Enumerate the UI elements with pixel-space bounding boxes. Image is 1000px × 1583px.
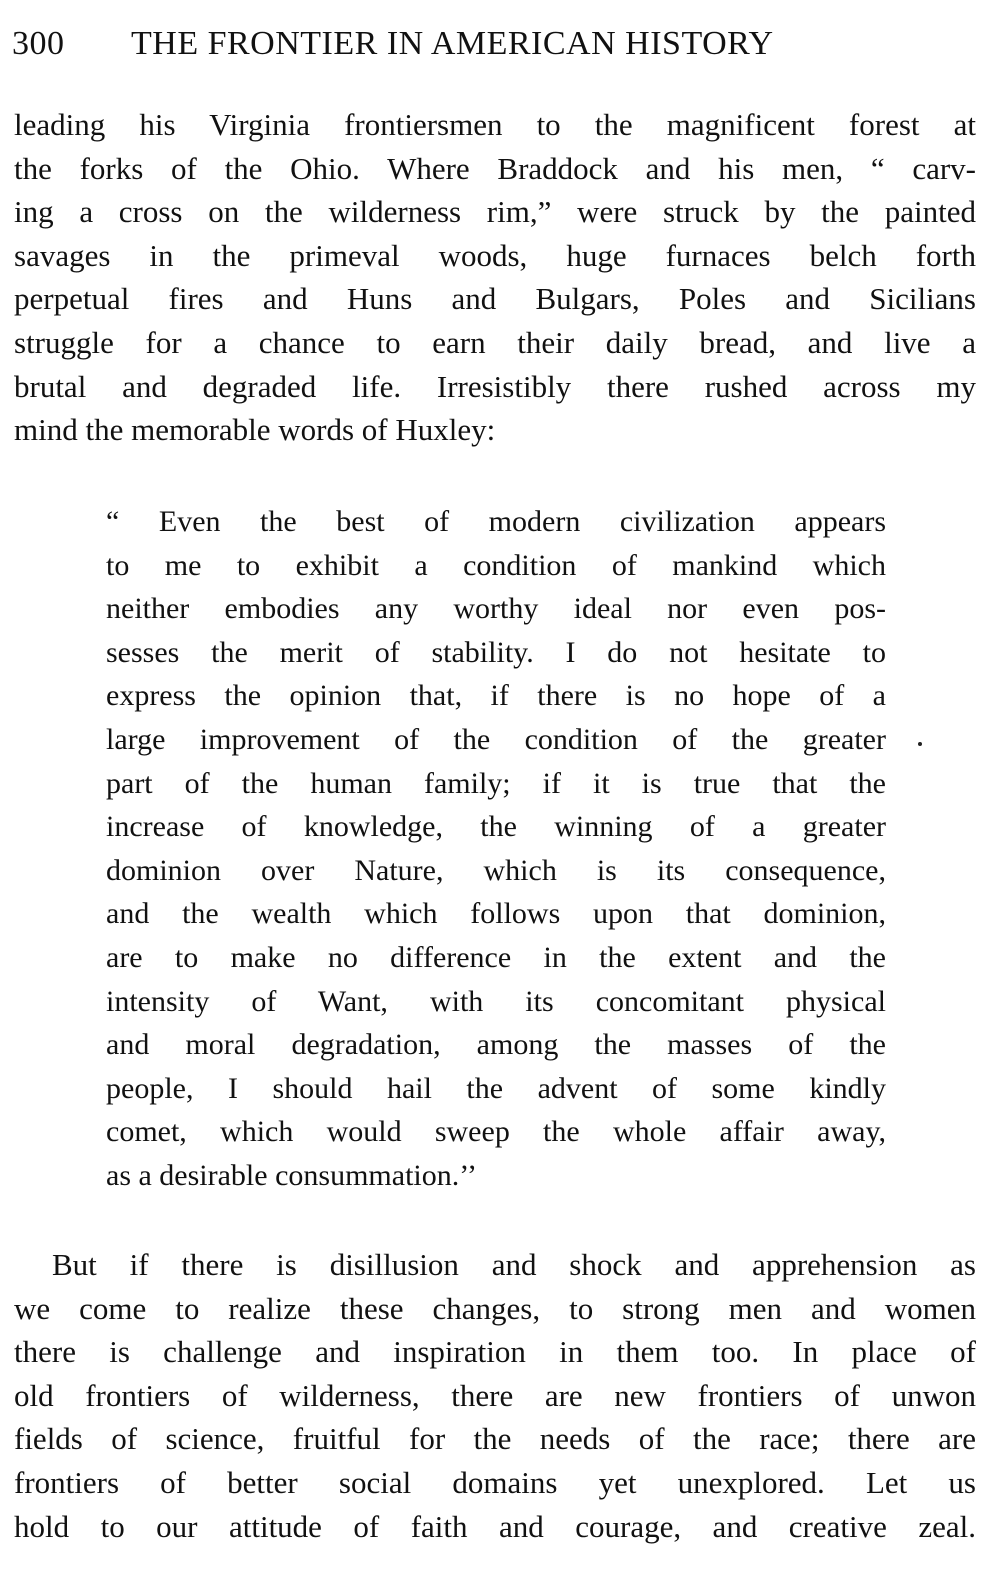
quote-line: sesses the merit of stability. I do not hesitate to [106, 635, 886, 669]
quote-line: intensity of Want, with its concomitant physical [106, 984, 886, 1018]
quote-line: and moral degradation, among the masses of the [106, 1028, 886, 1062]
text-line: mind the memorable words of Huxley: [14, 412, 496, 448]
quote-line: people, I should hail the advent of some kindly [106, 1071, 886, 1105]
quote-line: dominion over Nature, which is its consequence, [106, 853, 886, 887]
quote-line: to me to exhibit a condition of mankind which [106, 548, 886, 582]
paragraph-conclusion [14, 1243, 976, 1548]
text-line: savages in the primeval woods, huge furnaces belch forth [14, 237, 976, 273]
running-header [12, 22, 972, 66]
paragraph-intro [14, 103, 976, 452]
text-line: perpetual fires and Huns and Bulgars, Poles and Sicilians [14, 281, 976, 317]
text-line: old frontiers of wilderness, there are new frontiers of unwon [14, 1377, 976, 1413]
text-line: we come to realize these changes, to strong men and women [14, 1290, 976, 1326]
huxley-quote [106, 500, 886, 1198]
text-line: But if there is disillusion and shock and apprehension as [52, 1247, 976, 1282]
text-line: struggle for a chance to earn their daily bread, and live a [14, 324, 976, 360]
quote-line: large improvement of the condition of the greater [106, 722, 886, 756]
quote-line: part of the human family; if it is true that the [106, 766, 886, 800]
quote-line: as a desirable consummation.’’ [106, 1158, 477, 1192]
quote-line: express the opinion that, if there is no hope of a [106, 679, 886, 713]
text-line: the forks of the Ohio. Where Braddock and his men, “ carv- [14, 150, 976, 186]
text-line: hold to our attitude of faith and courage, and creative zeal. [14, 1508, 976, 1544]
running-title: THE FRONTIER IN AMERICAN HISTORY [131, 25, 774, 62]
text-line: brutal and degraded life. Irresistibly there rushed across my [14, 368, 976, 404]
quote-line: increase of knowledge, the winning of a greater [106, 810, 886, 844]
page-number: 300 [12, 25, 65, 62]
text-line: there is challenge and inspiration in them too. In place of [14, 1334, 976, 1370]
quote-line: “ Even the best of modern civilization appears [106, 505, 886, 538]
text-line: fields of science, fruitful for the needs of the race; there are [14, 1421, 976, 1457]
quote-line: and the wealth which follows upon that dominion, [106, 897, 886, 931]
text-line: leading his Virginia frontiersmen to the magnificent forest at [14, 107, 976, 142]
print-speck [918, 742, 922, 746]
quote-line: neither embodies any worthy ideal nor even pos- [106, 592, 886, 626]
quote-line: comet, which would sweep the whole affair away, [106, 1115, 886, 1149]
quote-line: are to make no difference in the extent and the [106, 940, 886, 974]
text-line: ing a cross on the wilderness rim,” were struck by the painted [14, 194, 976, 230]
text-line: frontiers of better social domains yet unexplored. Let us [14, 1464, 976, 1500]
